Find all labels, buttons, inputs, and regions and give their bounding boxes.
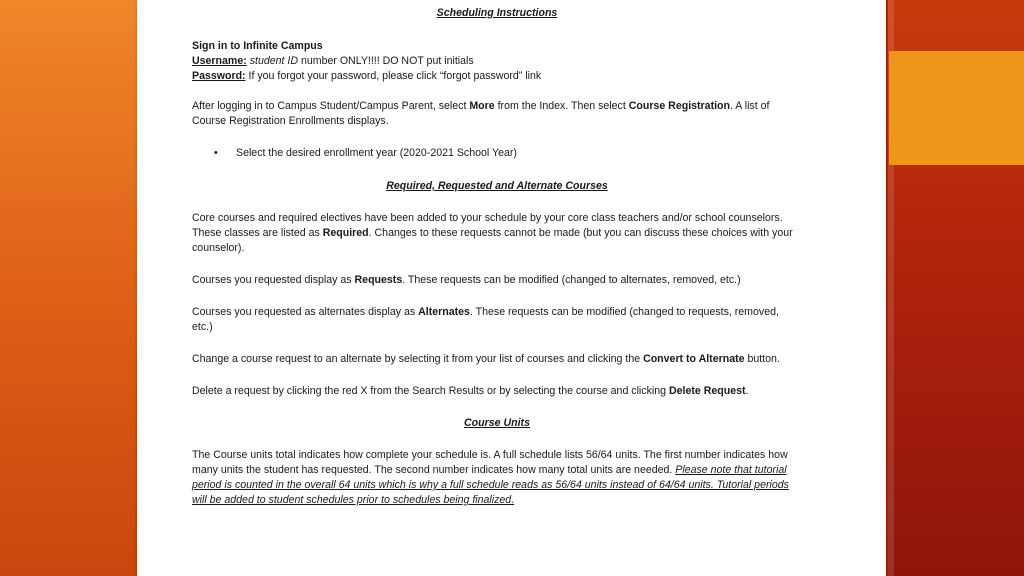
accent-square [889,51,1024,165]
left-decorative-panel [0,0,137,576]
course-units-paragraph: The Course units total indicates how complete your schedule is. A full schedule lists 56/64 units. The first number indicates how many units the student has requested. The second number indicates how many total units are needed. Please note that tutorial period is counted in the overall 64 units which is why a full schedule reads as 56/64 units instead of 64/64 units. Tutorial periods will be added to student schedules prior to schedules being finalized. [192,449,789,506]
alternates-paragraph: Courses you requested as alternates display as Alternates. These requests can be modified (changed to requests, removed, etc.) [192,306,779,333]
document-content [192,6,802,508]
document-page [137,0,886,576]
section-course-units-title: Course Units [464,417,530,429]
convert-paragraph: Change a course request to an alternate by selecting it from your list of courses and clicking the Convert to Alternate button. [192,353,780,365]
bullet-dot-icon: • [214,147,218,159]
delete-paragraph: Delete a request by clicking the red X from the Search Results or by selecting the course and clicking Delete Request. [192,385,749,397]
username-line: Username: student ID number ONLY!!!! DO NOT put initials [192,55,474,67]
core-courses-paragraph: Core courses and required electives have been added to your schedule by your core class teachers and/or school counselors. These classes are listed as Required. Changes to these requests cannot be made (but you can discuss these choices with your counselor). [192,212,793,254]
password-line: Password: If you forgot your password, please click “forgot password” link [192,70,542,82]
tutorial-note: Please note that tutorial period is counted in the overall 64 units which is why a full schedule reads as 56/64 units instead of 64/64 units. Tutorial periods will be added to student schedules prior to schedules being finalized. [192,464,789,506]
requests-paragraph: Courses you requested display as Requests. These requests can be modified (changed to alternates, removed, etc.) [192,274,741,286]
bullet-enrollment-year: • Select the desired enrollment year (2020-2021 School Year) [214,147,517,159]
section-required-title: Required, Requested and Alternate Courses [386,180,608,192]
username-label: Username: [192,55,247,67]
after-login-paragraph: After logging in to Campus Student/Campus Parent, select More from the Index. Then select Course Registration. A list of Course Registration Enrollments displays. [192,100,770,127]
password-label: Password: [192,70,246,82]
signin-heading: Sign in to Infinite Campus [192,40,323,52]
document-title: Scheduling Instructions [436,7,558,19]
